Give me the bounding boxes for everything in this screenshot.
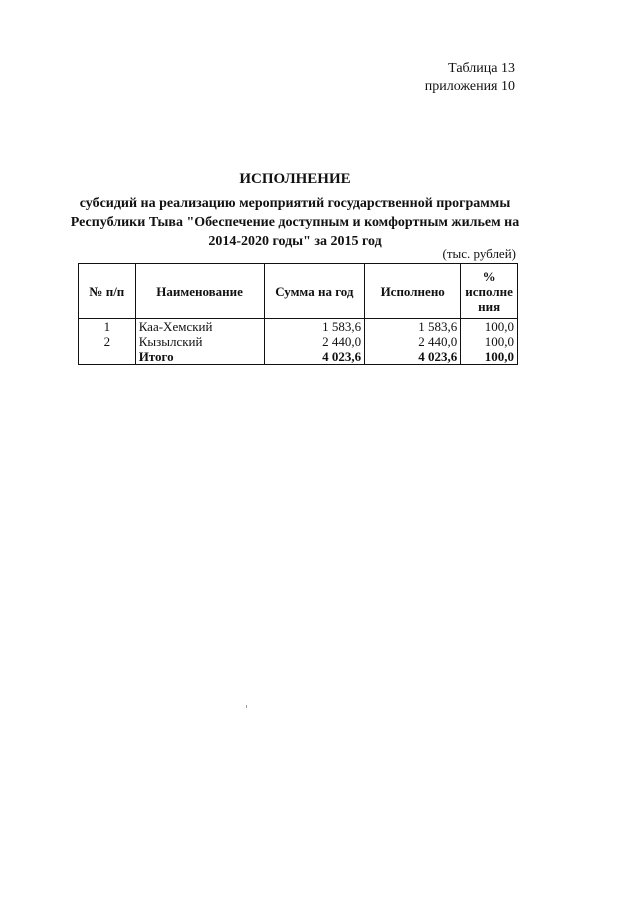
subtitle-line-1: субсидий на реализацию мероприятий государственной программы <box>79 196 511 211</box>
document-heading <box>60 170 530 251</box>
row-done: 1 583,6 <box>365 319 461 335</box>
units-label: (тыс. рублей) <box>442 246 516 261</box>
row-pct: 100,0 <box>461 319 518 335</box>
table-row <box>79 334 518 349</box>
header-num: № п/п <box>79 264 136 319</box>
table-row <box>79 319 518 335</box>
header-pct <box>461 264 518 319</box>
header-sum: Сумма на год <box>264 264 365 319</box>
header-done: Исполнено <box>365 264 461 319</box>
table-number: Таблица 13 <box>448 61 515 76</box>
subsidy-table <box>78 263 518 365</box>
table-reference <box>425 60 515 96</box>
total-pct: 100,0 <box>461 349 518 365</box>
header-pct-line-3: ния <box>478 298 501 314</box>
row-pct: 100,0 <box>461 334 518 349</box>
row-sum: 1 583,6 <box>264 319 365 335</box>
table-header-row <box>79 264 518 319</box>
row-sum: 2 440,0 <box>264 334 365 349</box>
total-sum: 4 023,6 <box>264 349 365 365</box>
total-row <box>79 349 518 365</box>
total-done: 4 023,6 <box>365 349 461 365</box>
row-num: 1 <box>79 319 136 335</box>
row-name: Кызылский <box>135 334 264 349</box>
header-pct-line-2: исполне <box>465 283 513 299</box>
row-num: 2 <box>79 334 136 349</box>
row-done: 2 440,0 <box>365 334 461 349</box>
header-name: Наименование <box>135 264 264 319</box>
row-name: Каа-Хемский <box>135 319 264 335</box>
scan-speck <box>246 705 247 708</box>
subtitle-line-2: Республики Тыва "Обеспечение доступным и комфортным жильем на <box>70 215 520 230</box>
subtitle-line-3: 2014-2020 годы" за 2015 год <box>208 234 382 249</box>
total-label: Итого <box>135 349 264 365</box>
header-pct-line-1: % <box>482 268 496 284</box>
appendix-number: приложения 10 <box>424 79 515 94</box>
total-num <box>79 349 136 365</box>
document-title: ИСПОЛНЕНИЕ <box>239 171 351 187</box>
